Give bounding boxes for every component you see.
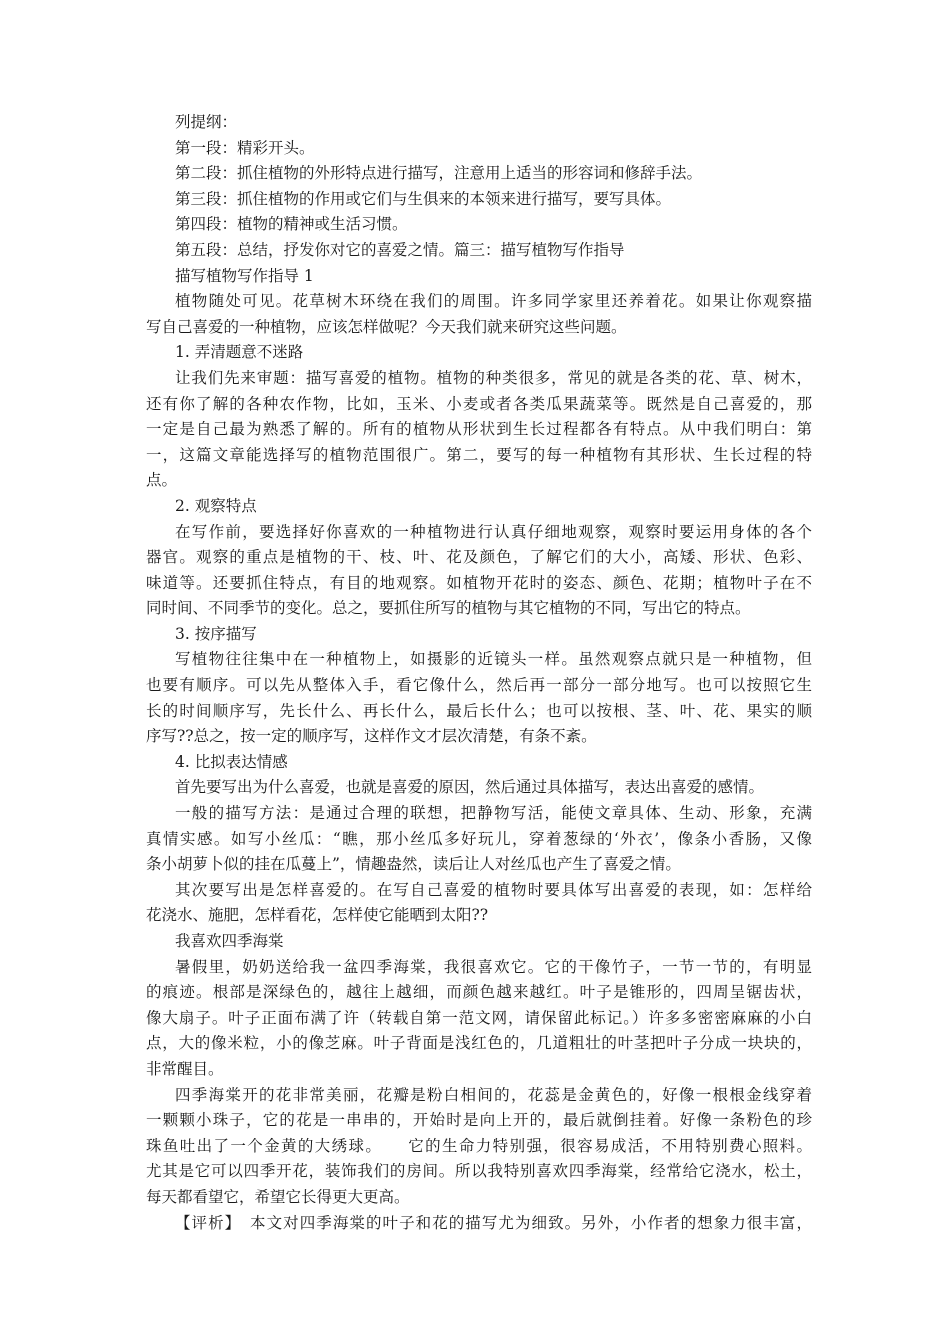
- text-line: 4. 比拟表达情感: [175, 752, 288, 771]
- text-line: 一颗颗小珠子，它的花是一串串的，开始时是向上开的，最后就倒挂着。好像一条粉色的珍: [146, 1111, 812, 1130]
- text-line: 点，大的像米粒，小的像芝麻。叶子背面是浅红色的，几道粗壮的叶茎把叶子分成一块块的，: [146, 1034, 812, 1053]
- text-line: 植物随处可见。花草树木环绕在我们的周围。许多同学家里还养着花。如果让你观察描: [175, 292, 812, 311]
- text-line: 长的时间顺序写，先长什么、再长什么，最后长什么；也可以按根、茎、叶、花、果实的顺: [146, 701, 812, 720]
- text-line: 第二段：抓住植物的外形特点进行描写，注意用上适当的形容词和修辞手法。: [175, 164, 703, 183]
- text-line: 第五段：总结，抒发你对它的喜爱之情。篇三：描写植物写作指导: [175, 240, 625, 259]
- text-line: 一般的描写方法：是通过合理的联想，把静物写活，能使文章具体、生动、形象，充满: [175, 804, 812, 823]
- text-line: 在写作前，要选择好你喜欢的一种植物进行认真仔细地观察，观察时要运用身体的各个: [175, 522, 812, 541]
- text-line: 每天都看望它，希望它长得更大更高。: [146, 1187, 410, 1206]
- text-line: 器官。观察的重点是植物的干、枝、叶、花及颜色，了解它们的大小，高矮、形状、色彩、: [146, 548, 812, 567]
- text-line: 也要有顺序。可以先从整体入手，看它像什么，然后再一部分一部分地写。也可以按照它生: [146, 676, 812, 695]
- text-line: 写自己喜爱的一种植物，应该怎样做呢？今天我们就来研究这些问题。: [146, 317, 627, 336]
- text-line: 3. 按序描写: [175, 624, 257, 643]
- text-line: 序写??总之，按一定的顺序写，这样作文才层次清楚，有条不紊。: [146, 727, 597, 746]
- text-line: 第一段：精彩开头。: [175, 138, 315, 157]
- text-line: 条小胡萝卜似的挂在瓜蔓上”，情趣盎然，读后让人对丝瓜也产生了喜爱之情。: [146, 855, 681, 874]
- text-line: 点。: [146, 471, 178, 490]
- text-line: 首先要写出为什么喜爱，也就是喜爱的原因，然后通过具体描写，表达出喜爱的感情。: [175, 778, 765, 797]
- text-line: 同时间、不同季节的变化。总之，要抓住所写的植物与其它植物的不同，写出它的特点。: [146, 599, 751, 618]
- text-line: 暑假里，奶奶送给我一盆四季海棠，我很喜欢它。它的干像竹子，一节一节的，有明显: [175, 957, 812, 976]
- text-line: 还有你了解的各种农作物，比如，玉米、小麦或者各类瓜果蔬菜等。既然是自己喜爱的，那: [146, 394, 812, 413]
- text-line: 描写植物写作指导 1: [175, 266, 314, 285]
- text-line: 我喜欢四季海棠: [175, 932, 284, 950]
- text-line: 其次要写出是怎样喜爱的。在写自己喜爱的植物时要具体写出喜爱的表现，如：怎样给: [175, 880, 812, 899]
- text-line: 写植物往往集中在一种植物上，如摄影的近镜头一样。虽然观察点就只是一种植物，但: [175, 650, 812, 669]
- text-line: 味道等。还要抓住特点，有目的地观察。如植物开花时的姿态、颜色、花期；植物叶子在不: [146, 573, 812, 592]
- text-line: 一，这篇文章能选择写的植物范围很广。第二，要写的每一种植物有其形状、生长过程的特: [146, 445, 812, 464]
- text-line: 像大扇子。叶子正面布满了许（转载自第一范文网，请保留此标记。）许多多密密麻麻的小白: [146, 1008, 812, 1027]
- text-line: 真情实感。如写小丝瓜：“瞧，那小丝瓜多好玩儿，穿着葱绿的‘外衣’，像条小香肠，又像: [146, 829, 812, 848]
- text-line: 尤其是它可以四季开花，装饰我们的房间。所以我特别喜欢四季海棠，经常给它浇水，松土，: [146, 1162, 812, 1181]
- text-line: 一定是自己最为熟悉了解的。所有的植物从形状到生长过程都各有特点。从中我们明白：第: [146, 420, 812, 439]
- text-line: 非常醒目。: [146, 1059, 224, 1078]
- text-line: 珠鱼吐出了一个金黄的大绣球。 它的生命力特别强，很容易成活，不用特别费心照料。: [146, 1136, 812, 1155]
- text-line: 第四段：植物的精神或生活习惯。: [175, 215, 408, 234]
- text-line: 【评析】 本文对四季海棠的叶子和花的描写尤为细致。另外，小作者的想象力很丰富，: [175, 1213, 812, 1232]
- text-line: 第三段：抓住植物的作用或它们与生俱来的本领来进行描写，要写具体。: [175, 189, 672, 208]
- text-line: 的痕迹。根部是深绿色的，越往上越细，而颜色越来越红。叶子是锥形的，四周呈锯齿状，: [146, 983, 812, 1002]
- text-line: 四季海棠开的花非常美丽，花瓣是粉白相间的，花蕊是金黄色的，好像一根根金线穿着: [175, 1085, 812, 1104]
- text-line: 列提纲：: [175, 113, 238, 131]
- text-line: 1. 弄清题意不迷路: [175, 343, 304, 362]
- text-line: 花浇水、施肥，怎样看花，怎样使它能晒到太阳??: [146, 906, 489, 925]
- document-page: [146, 110, 812, 1236]
- text-line: 让我们先来审题：描写喜爱的植物。植物的种类很多，常见的就是各类的花、草、树木，: [175, 368, 812, 387]
- text-line: 2. 观察特点: [175, 496, 257, 515]
